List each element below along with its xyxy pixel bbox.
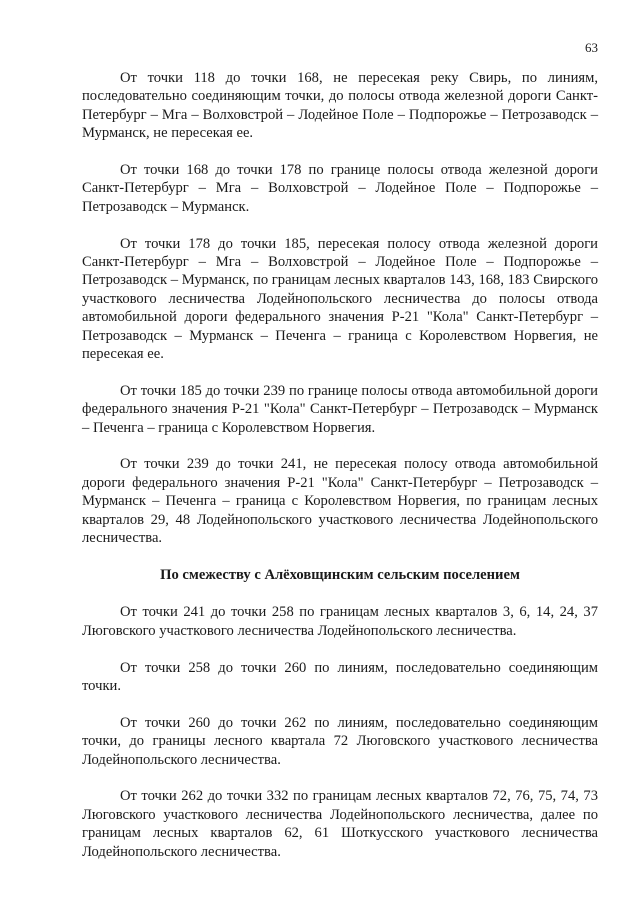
- paragraph: От точки 241 до точки 258 по границам лесных кварталов 3, 6, 14, 24, 37 Люговского участкового лесничества Лодейнопольского лесничества.: [82, 604, 598, 639]
- paragraph: От точки 260 до точки 262 по линиям, последовательно соединяющим точки, до границы лесного квартала 72 Люговского участкового лесничества Лодейнопольского лесничества.: [82, 714, 598, 768]
- paragraph: От точки 178 до точки 185, пересекая полосу отвода железной дороги Санкт-Петербург – Мга – Волховстрой – Лодейное Поле – Подпорожье – Петрозаводск – Мурманск, по границам лесных кварталов 143, 168, 183 Свирского участкового лесничества Лодейнопольского лесничества до полосы отвода автомобильной дороги федерального значения Р-21 "Кола" Санкт-Петербург – Петрозаводск – Мурманск – Печенга – граница с Королевством Норвегия, не пересекая ее.: [82, 235, 598, 363]
- paragraph: От точки 239 до точки 241, не пересекая полосу отвода автомобильной дороги федерального значения Р-21 "Кола" Санкт-Петербург – Петрозаводск – Мурманск – Печенга – граница с Королевством Норвегия, по границам лесных кварталов 29, 48 Лодейнопольского участкового лесничества Лодейнопольского лесничества.: [82, 456, 598, 547]
- page-number: 63: [585, 40, 598, 55]
- paragraph: От точки 118 до точки 168, не пересекая реку Свирь, по линиям, последовательно соединяющим точки, до полосы отвода железной дороги Санкт-Петербург – Мга – Волховстрой – Лодейное Поле – Подпорожье – Петрозаводск – Мурманск, не пересекая ее.: [82, 70, 598, 142]
- paragraph: От точки 185 до точки 239 по границе полосы отвода автомобильной дороги федерального значения Р-21 "Кола" Санкт-Петербург – Петрозаводск – Мурманск – Печенга – граница с Королевством Норвегия.: [82, 382, 598, 436]
- document-body: [82, 69, 598, 879]
- section-heading: По смежеству с Алёховщинским сельским поселением: [160, 566, 520, 583]
- paragraph: От точки 258 до точки 260 по линиям, последовательно соединяющим точки.: [82, 659, 598, 694]
- paragraph: От точки 262 до точки 332 по границам лесных кварталов 72, 76, 75, 74, 73 Люговского участкового лесничества Лодейнопольского лесничества, далее по границам лесных кварталов 62, 61 Шоткусского участкового лесничества Лодейнопольского лесничества.: [82, 788, 598, 860]
- paragraph: От точки 168 до точки 178 по границе полосы отвода железной дороги Санкт-Петербург – Мга – Волховстрой – Лодейное Поле – Подпорожье – Петрозаводск – Мурманск.: [82, 162, 598, 215]
